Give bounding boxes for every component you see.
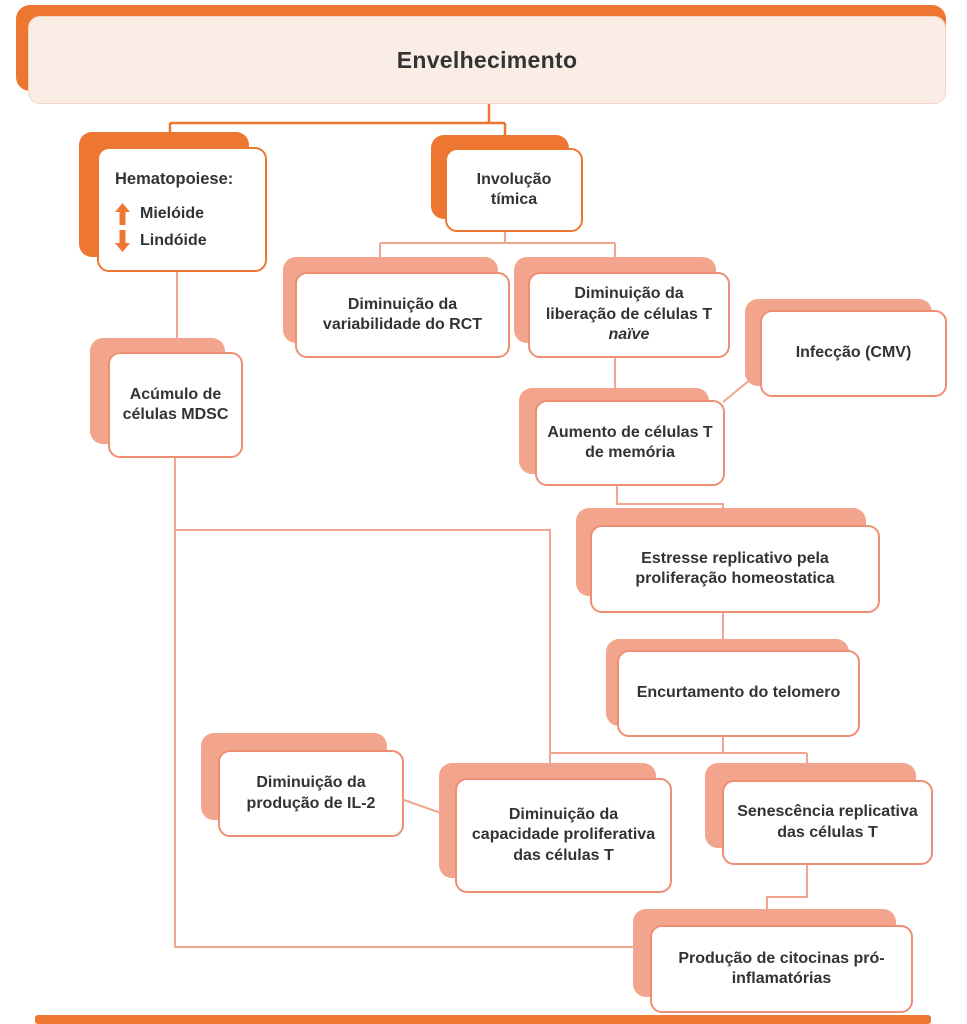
node-card	[218, 750, 404, 837]
node-variabilidade-rct	[295, 272, 510, 358]
page-title: Envelhecimento	[396, 46, 578, 73]
node-label: Infecção (CMV)	[795, 344, 912, 362]
node-label: Encurtamento do telomero	[636, 684, 841, 702]
hematopoiese-myeloid-row	[115, 203, 204, 225]
node-label: Diminuição da capacidade proliferativa das células T	[471, 805, 656, 864]
hematopoiese-lymphoid-row	[115, 230, 207, 252]
up-arrow-icon	[115, 203, 130, 225]
node-citocinas-pro-inflamatorias	[650, 925, 913, 1013]
hematopoiese-title: Hematopoiese:	[115, 169, 234, 188]
header-card	[28, 16, 946, 104]
node-label: Diminuição da variabilidade do RCT	[322, 295, 483, 333]
edge-mdsc-capacidade	[175, 530, 550, 753]
node-infeccao-cmv	[760, 310, 947, 397]
node-label: Acúmulo de células MDSC	[122, 385, 229, 423]
naive-italic: naïve	[608, 326, 650, 344]
node-label: Estresse replicativo pela proliferação homeostatica	[635, 549, 835, 587]
node-label: Diminuição da liberação de células T naïve	[545, 285, 713, 344]
bottom-orange-bar	[35, 1015, 931, 1024]
node-acumulo-mdsc	[108, 352, 243, 458]
node-label: Diminuição da produção de IL-2	[246, 774, 376, 812]
node-label: Produção de citocinas pró-inflamatórias	[678, 949, 885, 987]
node-card	[590, 525, 880, 613]
node-card	[760, 310, 947, 397]
node-card	[455, 778, 672, 893]
down-arrow-icon	[115, 230, 130, 252]
node-card	[108, 352, 243, 458]
node-involucao-timica	[445, 148, 583, 232]
node-liberacao-celulas-t-naive	[528, 272, 730, 358]
node-hematopoiese	[97, 147, 267, 272]
node-encurtamento-telomero	[617, 650, 860, 737]
node-aumento-celulas-t-memoria	[535, 400, 725, 486]
node-card	[295, 272, 510, 358]
node-card	[722, 780, 933, 865]
myeloid-label: Mielóide	[140, 204, 205, 222]
node-capacidade-proliferativa	[455, 778, 672, 893]
node-card	[97, 147, 267, 272]
node-estresse-replicativo	[590, 525, 880, 613]
node-label: Senescência replicativa das células T	[737, 803, 918, 841]
node-card	[535, 400, 725, 486]
node-card	[528, 272, 730, 358]
node-producao-il2	[218, 750, 404, 837]
node-label: Involução tímica	[476, 170, 552, 208]
lymphoid-label: Lindóide	[140, 231, 207, 249]
node-label: Aumento de células T de memória	[547, 423, 713, 461]
header-box	[0, 0, 967, 110]
node-senescencia-replicativa	[722, 780, 933, 865]
node-card	[617, 650, 860, 737]
node-card	[445, 148, 583, 232]
node-card	[650, 925, 913, 1013]
